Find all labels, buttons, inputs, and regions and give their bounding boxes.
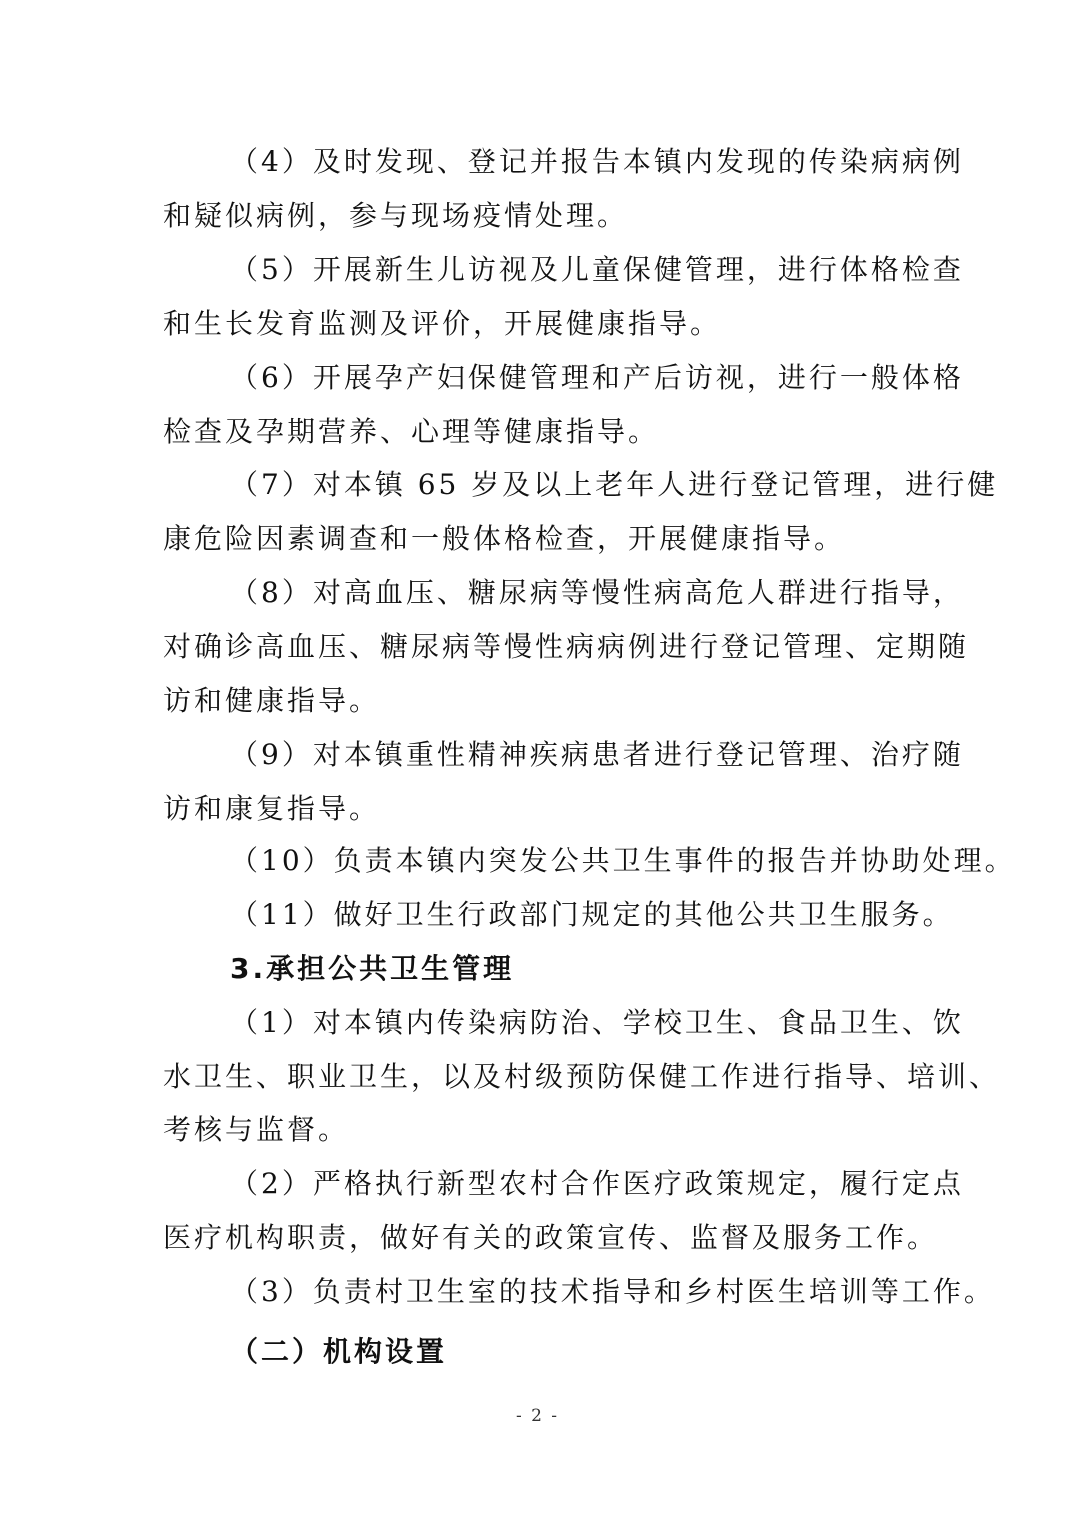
section-heading: （二）机构设置 [230,1335,448,1368]
section-heading: 3.承担公共卫生管理 [230,952,515,985]
paragraph-line: （3）负责村卫生室的技术指导和乡村医生培训等工作。 [230,1275,995,1308]
paragraph-line: （7）对本镇 65 岁及以上老年人进行登记管理，进行健 [230,468,999,501]
paragraph-line: 和疑似病例，参与现场疫情处理。 [163,199,629,232]
paragraph-line: 检查及孕期营养、心理等健康指导。 [163,415,660,448]
paragraph-line: （2）严格执行新型农村合作医疗政策规定，履行定点 [230,1167,964,1200]
page-number: - 2 - [515,1406,560,1426]
paragraph-line: 水卫生、职业卫生，以及村级预防保健工作进行指导、培训、 [163,1060,1001,1093]
paragraph-line: 访和康复指导。 [163,792,381,825]
paragraph-line: （1）对本镇内传染病防治、学校卫生、食品卫生、饮 [230,1006,964,1039]
paragraph-line: 对确诊高血压、糖尿病等慢性病病例进行登记管理、定期随 [163,630,970,663]
paragraph-line: 康危险因素调查和一般体格检查，开展健康指导。 [163,522,846,555]
paragraph-line: （9）对本镇重性精神疾病患者进行登记管理、治疗随 [230,738,964,771]
paragraph-line: （4）及时发现、登记并报告本镇内发现的传染病病例 [230,145,964,178]
paragraph-line: （5）开展新生儿访视及儿童保健管理，进行体格检查 [230,253,964,286]
paragraph-line: 医疗机构职责，做好有关的政策宣传、监督及服务工作。 [163,1221,939,1254]
paragraph-line: （8）对高血压、糖尿病等慢性病高危人群进行指导， [230,576,964,609]
paragraph-line: 考核与监督。 [163,1113,350,1146]
paragraph-line: （11）做好卫生行政部门规定的其他公共卫生服务。 [230,898,954,931]
paragraph-line: 和生长发育监测及评价，开展健康指导。 [163,307,722,340]
paragraph-line: 访和健康指导。 [163,684,381,717]
paragraph-line: （10）负责本镇内突发公共卫生事件的报告并协助处理。 [230,844,1016,877]
paragraph-line: （6）开展孕产妇保健管理和产后访视，进行一般体格 [230,361,964,394]
